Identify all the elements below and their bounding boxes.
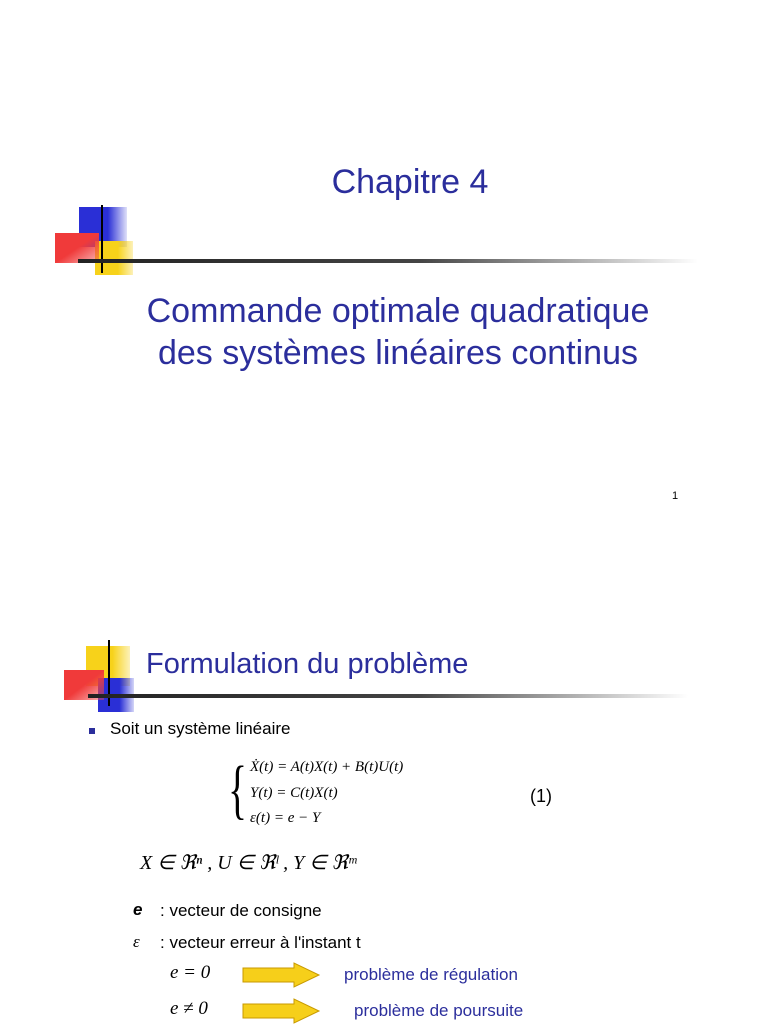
arrow-right-icon: [242, 962, 322, 988]
def-eps-symbol: ε: [133, 932, 140, 951]
heading-rule: [88, 694, 688, 698]
case-1-text: problème de régulation: [344, 965, 518, 984]
bullet-icon: [89, 728, 95, 734]
equation-line-1: Ẋ(t) = A(t)X(t) + B(t)U(t): [250, 759, 404, 775]
case-2-condition: e ≠ 0: [170, 998, 208, 1019]
title-rule: [78, 259, 698, 263]
slide-subtitle: [0, 290, 768, 374]
section-heading: Formulation du problème: [146, 648, 469, 680]
decoration-squares-1: [55, 205, 135, 275]
spaces-definition: X ∈ ℜⁿ , U ∈ ℜˡ , Y ∈ ℜᵐ: [140, 852, 357, 874]
arrow-right-icon: [242, 998, 322, 1024]
def-e-text: : vecteur de consigne: [160, 901, 322, 920]
system-brace: {: [228, 753, 248, 826]
def-e-symbol: e: [133, 900, 143, 919]
case-2-text: problème de poursuite: [354, 1001, 524, 1020]
equation-label: (1): [530, 786, 552, 806]
slide-title: Chapitre 4: [331, 163, 489, 201]
equation-line-3: ε(t) = e − Y: [250, 810, 321, 826]
subtitle-line-1: Commande optimale quadratique: [146, 292, 650, 330]
equation-line-2: Y(t) = C(t)X(t): [250, 785, 338, 801]
def-eps-text: : vecteur erreur à l'instant t: [160, 933, 361, 952]
subtitle-line-2: des systèmes linéaires continus: [157, 334, 638, 372]
case-1-condition: e = 0: [170, 962, 211, 983]
page-number: 1: [672, 490, 679, 502]
decoration-squares-2: [64, 640, 144, 712]
bullet-text: Soit un système linéaire: [110, 719, 291, 738]
